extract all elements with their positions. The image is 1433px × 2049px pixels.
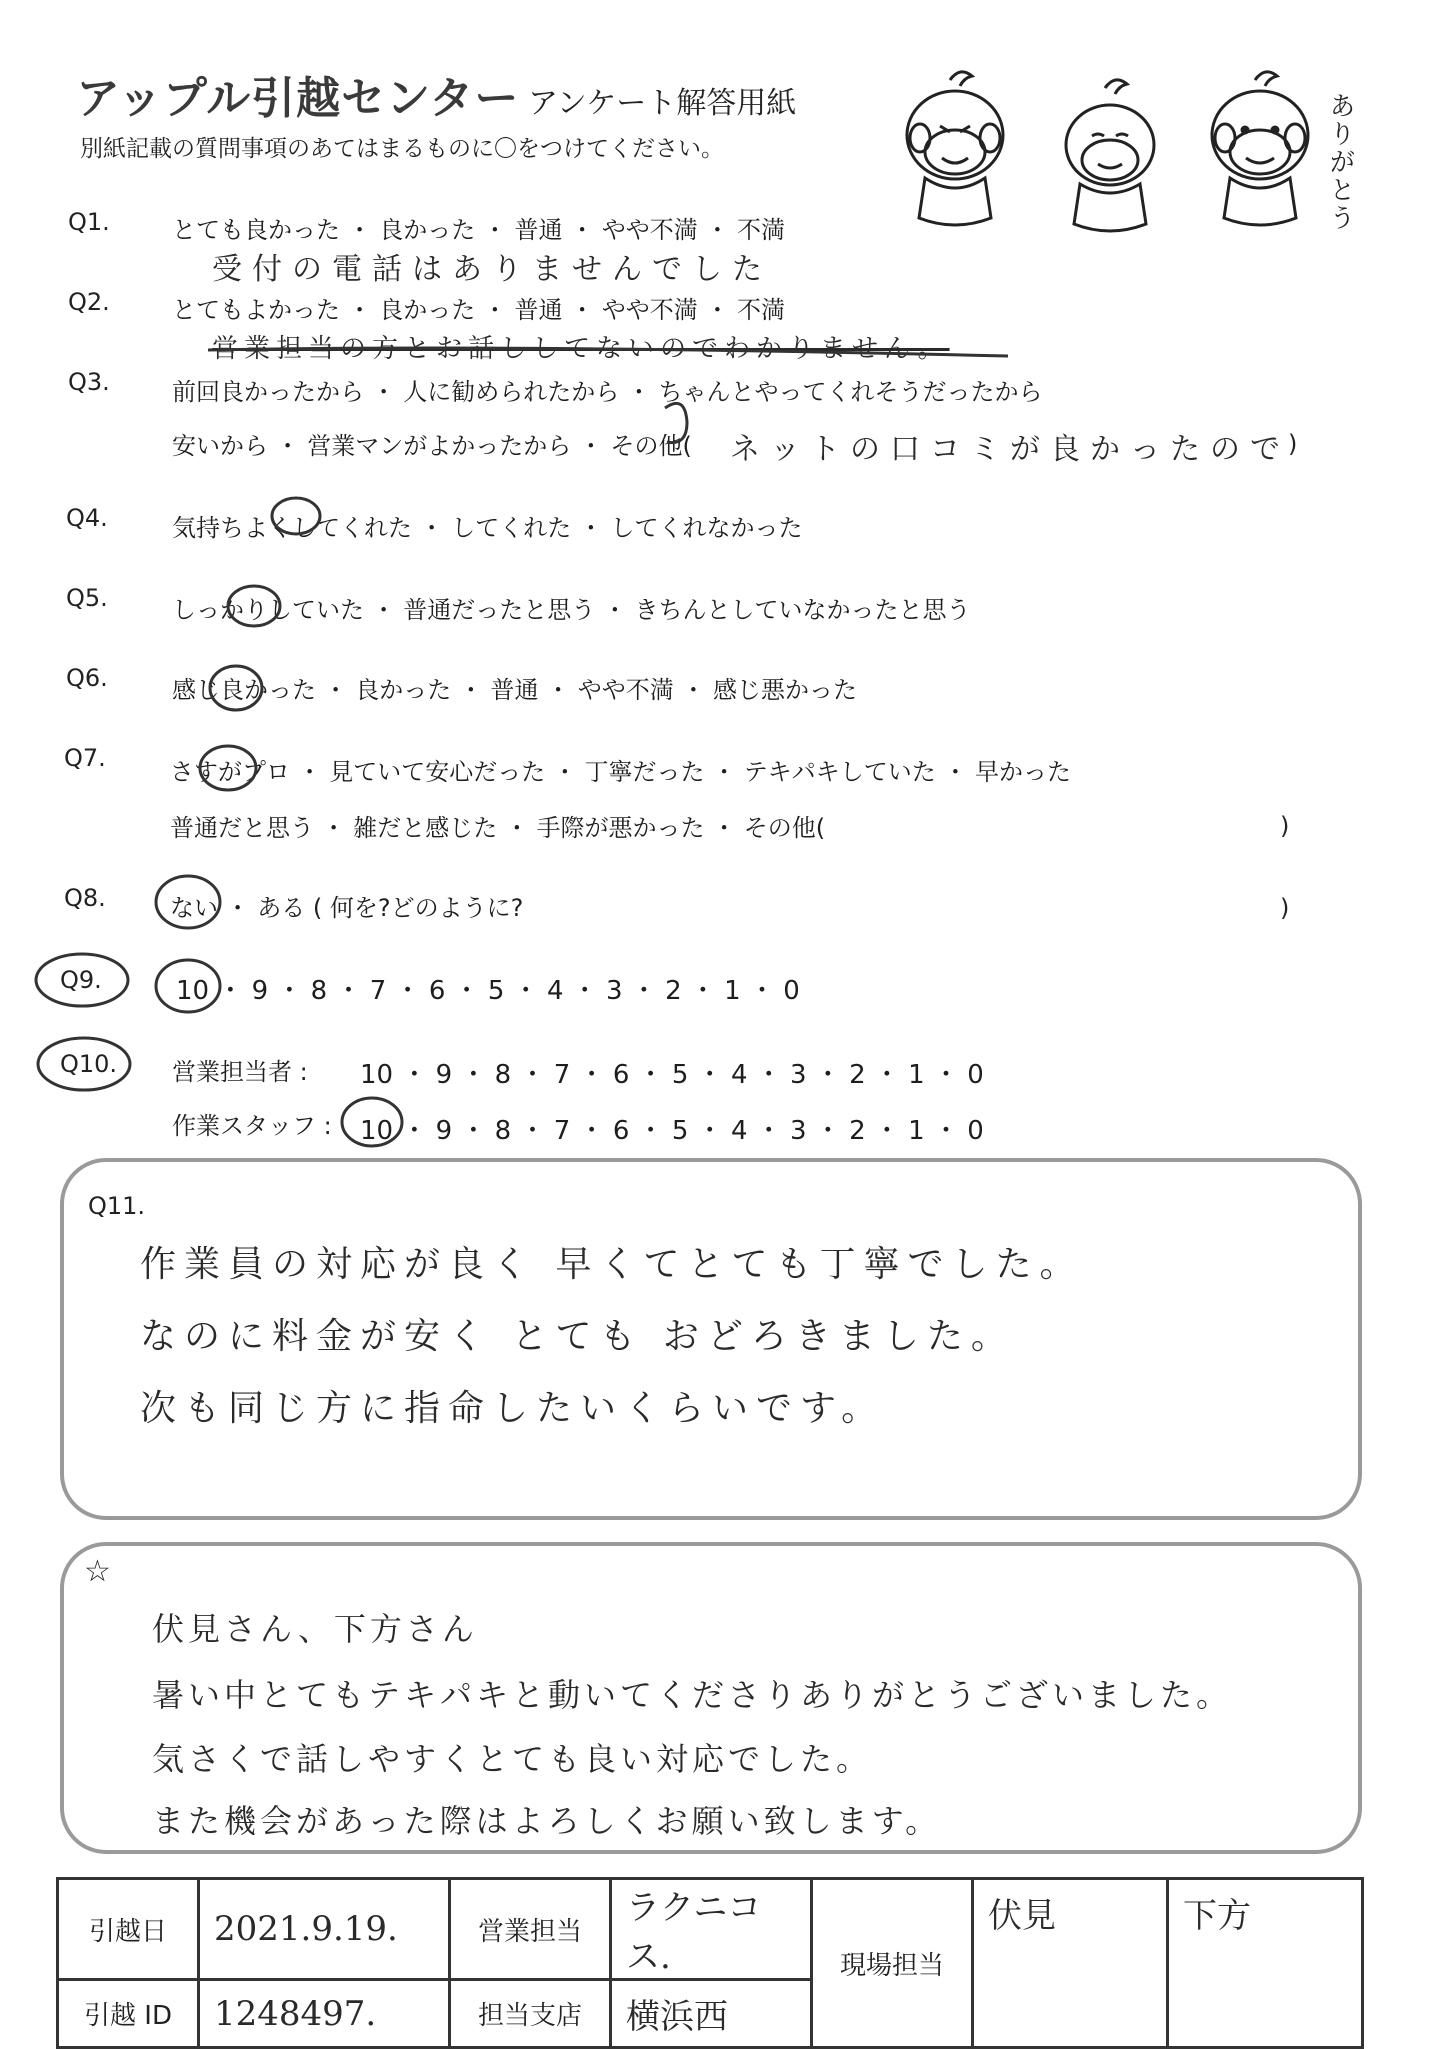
branch-label: 担当支店 <box>450 1980 611 2048</box>
q1-label: Q1. <box>68 208 110 236</box>
form-subtitle: アンケート解答用紙 <box>528 86 797 121</box>
q5-options: しっかりしていた ・ 普通だったと思う ・ きちんとしていなかったと思う <box>172 596 971 624</box>
field-staff-label: 現場担当 <box>812 1879 973 2048</box>
q4-label: Q4. <box>66 504 108 532</box>
q11-line-3: 次も同じ方に指命したいくらいです。 <box>140 1388 886 1429</box>
star-icon: ☆ <box>84 1554 111 1589</box>
footer-info-table <box>56 1877 1364 2049</box>
q1-handwritten-note: 受付の電話はありませんでした <box>212 252 772 287</box>
move-id-value: 1248497. <box>199 1980 450 2048</box>
q4-options: 気持ちよくしてくれた ・ してくれた ・ してくれなかった <box>172 514 803 542</box>
q3-options-line1: 前回良かったから ・ 人に勧められたから ・ ちゃんとやってくれそうだったから <box>172 378 1043 406</box>
q3-label: Q3. <box>68 368 110 396</box>
q11-line-1: 作業員の対応が良く 早くてとても丁寧でした。 <box>140 1244 1084 1285</box>
field-staff-value-1: 伏見 <box>973 1879 1168 2048</box>
q11-line-2: なのに料金が安く とても おどろきました。 <box>140 1316 1015 1357</box>
q3-close-paren: ) <box>1288 430 1298 458</box>
star-line-1: 伏見さん、下方さん <box>152 1610 478 1648</box>
q6-options: 感じ良かった ・ 良かった ・ 普通 ・ やや不満 ・ 感じ悪かった <box>172 676 858 704</box>
q11-label: Q11. <box>88 1192 146 1220</box>
q7-options-line2: 普通だと思う ・ 雑だと感じた ・ 手際が悪かった ・ その他( <box>170 814 826 842</box>
company-title: アップル引越センター <box>76 73 520 124</box>
star-line-2: 暑い中とてもテキパキと動いてくださりありがとうございました。 <box>152 1676 1233 1714</box>
q10-staff-label: 作業スタッフ : <box>172 1112 332 1140</box>
q8-close-paren: ) <box>1280 894 1290 922</box>
q10-staff-scale: 10 ・ 9 ・ 8 ・ 7 ・ 6 ・ 5 ・ 4 ・ 3 ・ 2 ・ 1 ・ 0 <box>360 1116 984 1146</box>
mascot-2-icon <box>1066 80 1154 231</box>
branch-value: 横浜西 <box>611 1980 812 2048</box>
q10-sales-scale: 10 ・ 9 ・ 8 ・ 7 ・ 6 ・ 5 ・ 4 ・ 3 ・ 2 ・ 1 ・ 0 <box>360 1060 984 1090</box>
q9-label: Q9. <box>60 966 102 994</box>
q1-options: とても良かった ・ 良かった ・ 普通 ・ やや不満 ・ 不満 <box>172 216 786 244</box>
mascot-1-icon <box>907 72 1003 225</box>
move-date-label: 引越日 <box>58 1879 199 1980</box>
q2-struck-note: 営業担当の方とお話ししてないのでわかりません。 <box>212 334 950 364</box>
thanks-text: ありがとう <box>1325 92 1355 232</box>
q8-options: ない ・ ある ( 何を?どのように? <box>170 894 524 922</box>
q7-close-paren: ) <box>1280 812 1290 840</box>
q10-sales-label: 営業担当者 : <box>172 1058 308 1086</box>
q8-label: Q8. <box>64 884 106 912</box>
star-line-3: 気さくで話しやすくとても良い対応でした。 <box>152 1740 873 1778</box>
instruction-text: 別紙記載の質問事項のあてはまるものに〇をつけてください。 <box>80 136 724 162</box>
q3-other-answer: ネットの口コミが良かったので <box>730 432 1290 467</box>
star-line-4: また機会があった際はよろしくお願い致します。 <box>152 1802 942 1840</box>
q2-options: とてもよかった ・ 良かった ・ 普通 ・ やや不満 ・ 不満 <box>172 296 786 324</box>
sales-rep-label: 営業担当 <box>450 1879 611 1980</box>
q3-options-line2: 安いから ・ 営業マンがよかったから ・ その他( <box>172 432 692 460</box>
q7-label: Q7. <box>64 744 106 772</box>
move-date-value: 2021.9.19. <box>199 1879 450 1980</box>
mascot-illustration <box>880 60 1350 260</box>
field-staff-value-2: 下方 <box>1168 1879 1363 2048</box>
q10-label: Q10. <box>60 1050 118 1078</box>
move-id-label: 引越 ID <box>58 1980 199 2048</box>
q5-label: Q5. <box>66 584 108 612</box>
q2-label: Q2. <box>68 288 110 316</box>
q7-options-line1: さすがプロ ・ 見ていて安心だった ・ 丁寧だった ・ テキパキしていた ・ 早かった <box>170 758 1072 786</box>
sales-rep-value: ラクニコス. <box>611 1879 812 1980</box>
q6-label: Q6. <box>66 664 108 692</box>
mascot-3-icon <box>1212 72 1308 225</box>
q9-scale: 10 ・ 9 ・ 8 ・ 7 ・ 6 ・ 5 ・ 4 ・ 3 ・ 2 ・ 1 ・ 0 <box>176 976 800 1006</box>
